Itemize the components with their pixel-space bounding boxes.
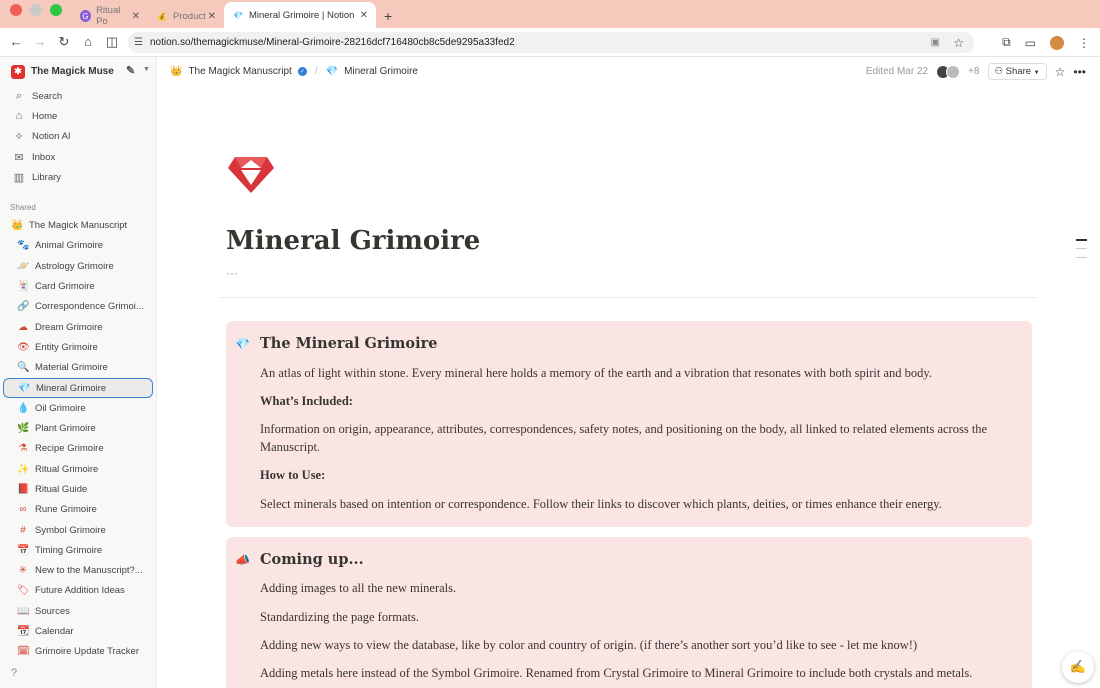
page-icon: ∞ xyxy=(19,504,27,516)
page-icon: ⚗ xyxy=(18,443,28,455)
page-icon: 🌿 xyxy=(17,423,30,435)
callout-subheading: How to Use: xyxy=(260,468,326,482)
callout-text: Adding metals here instead of the Symbol Grimoire. Renamed from Crystal Grimoire to Mineral Grimoire to include both crystals and metals. xyxy=(260,666,973,680)
close-tab-icon[interactable]: ✕ xyxy=(131,10,140,22)
close-window-button[interactable] xyxy=(10,4,22,16)
share-button[interactable] xyxy=(988,63,1047,80)
sidebar-item-label: Card Grimoire xyxy=(35,281,95,293)
avatar xyxy=(946,65,960,79)
people-icon: ⚇ xyxy=(994,66,1004,77)
home-icon[interactable]: ⌂ xyxy=(84,34,92,49)
collaborator-avatars[interactable] xyxy=(936,65,960,79)
sidebar-item-material-grimoire[interactable] xyxy=(0,358,156,378)
sidebar-item-timing-grimoire[interactable] xyxy=(0,540,156,560)
tab-favicon-icon: 💎 xyxy=(233,10,243,20)
page-properties-ellipsis-icon[interactable]: ··· xyxy=(226,266,238,280)
home-icon: ⌂ xyxy=(15,110,23,123)
sidebar-item-label: Plant Grimoire xyxy=(35,423,96,435)
profile-avatar[interactable] xyxy=(1050,36,1064,50)
sidebar-section-label: Shared xyxy=(10,203,36,213)
page-icon: 🗓 xyxy=(17,646,30,658)
callout-coming-up xyxy=(226,537,1032,688)
page-icon: 🪐 xyxy=(17,260,30,272)
sidebar-nav-search[interactable] xyxy=(0,86,156,106)
sidebar-item-grimoire-update-tracker[interactable] xyxy=(0,642,156,662)
sidebar-item-label: Rune Grimoire xyxy=(35,504,97,516)
new-tab-icon[interactable]: + xyxy=(384,8,393,24)
close-tab-icon[interactable]: ✕ xyxy=(359,9,368,21)
tab-label: Ritual Po xyxy=(96,5,121,27)
cast-icon[interactable]: ▭ xyxy=(1024,35,1036,50)
close-tab-icon[interactable]: ✕ xyxy=(207,10,216,22)
edited-timestamp: Edited Mar 22 xyxy=(865,66,929,77)
page-icon: ✨ xyxy=(17,463,30,475)
sidebar-item-label: Inbox xyxy=(32,151,56,163)
workspace-switcher[interactable] xyxy=(0,57,156,86)
sidebar-item-label: Home xyxy=(32,110,58,122)
verified-icon: ✓ xyxy=(299,69,305,75)
callout-text: An atlas of light within stone. Every mineral here holds a memory of the earth and a vibration that resonates with both spirit and body. xyxy=(260,366,932,380)
page-icon: # xyxy=(20,524,26,536)
extensions-icon[interactable]: ⧉ xyxy=(1002,35,1011,49)
megaphone-icon: 📣 xyxy=(235,553,250,567)
sidebar-item-label: Search xyxy=(32,90,63,102)
page-title[interactable]: Mineral Grimoire xyxy=(226,226,481,256)
sidebar-item-label: Symbol Grimoire xyxy=(35,524,106,536)
sidebar-item-dream-grimoire[interactable] xyxy=(0,317,156,337)
sidebar-item-label: Mineral Grimoire xyxy=(36,382,107,394)
sidebar-item-label: Future Addition Ideas xyxy=(35,585,125,597)
sidebar-nav-library[interactable] xyxy=(0,167,156,187)
sidebar-item-label: Notion AI xyxy=(32,131,71,143)
sidebar-item-symbol-grimoire[interactable] xyxy=(0,520,156,540)
sidebar-item-label: Grimoire Update Tracker xyxy=(35,646,140,658)
sidebar-item-plant-grimoire[interactable] xyxy=(0,418,156,438)
sidebar-item-label: Entity Grimoire xyxy=(35,341,98,353)
sidebar-item-label: New to the Manuscript?... xyxy=(35,565,143,577)
callout-text: Information on origin, appearance, attributes, correspondences, safety notes, and positioning on the body, all linked to related elements across the Manuscript. xyxy=(260,422,988,454)
browser-tab-mineral-grimoire[interactable] xyxy=(224,2,376,28)
sparkle-pen-icon: ✍ xyxy=(1069,659,1087,674)
install-app-icon[interactable]: ▣ xyxy=(930,37,940,48)
sidebar-item-calendar[interactable] xyxy=(0,621,156,641)
page-icon: 📕 xyxy=(17,483,30,495)
sidebar-nav-home[interactable] xyxy=(0,106,156,126)
callout-heading: The Mineral Grimoire xyxy=(260,335,438,352)
callout-text: Adding images to all the new minerals. xyxy=(260,581,457,595)
more-options-icon[interactable]: ••• xyxy=(1073,64,1086,79)
sidebar-item-new-to-the-manuscript[interactable] xyxy=(0,561,156,581)
callout-text: Adding new ways to view the database, like by color and country of origin. (if there’s another sort you’d like to see - let me know!) xyxy=(260,638,918,652)
page-icon: 📆 xyxy=(17,626,30,638)
breadcrumb-current[interactable]: Mineral Grimoire xyxy=(344,66,418,77)
sidebar-item-entity-grimoire[interactable] xyxy=(0,337,156,357)
ai-icon: ✧ xyxy=(14,131,24,144)
sidebar-item-label: Library xyxy=(32,171,62,183)
sidebar-item-correspondence-grimoi[interactable] xyxy=(0,297,156,317)
sidebar-item-recipe-grimoire[interactable] xyxy=(0,439,156,459)
browser-tab-bar xyxy=(0,0,1100,28)
new-page-icon[interactable]: ✎ xyxy=(126,65,136,77)
sidebar xyxy=(0,57,157,688)
sidebar-item-magick-manuscript[interactable] xyxy=(0,215,156,235)
sidebar-item-label: Recipe Grimoire xyxy=(35,443,104,455)
sidebar-item-label: Dream Grimoire xyxy=(35,321,103,333)
browser-menu-icon[interactable]: ⋮ xyxy=(1078,35,1090,50)
sidebar-item-label: Calendar xyxy=(35,626,74,638)
sidebar-item-label: Ritual Grimoire xyxy=(35,463,99,475)
sidebar-item-label: Ritual Guide xyxy=(35,483,88,495)
gem-page-icon[interactable] xyxy=(227,155,275,195)
chevron-down-icon: ▼ xyxy=(1033,70,1040,76)
browser-tab-product[interactable] xyxy=(148,4,224,28)
sidebar-item-mineral-grimoire[interactable] xyxy=(3,378,153,398)
share-label: Share xyxy=(1005,66,1032,77)
address-bar[interactable] xyxy=(128,32,974,53)
sidebar-item-future-addition-ideas[interactable] xyxy=(0,581,156,601)
sidebar-nav-notion-ai[interactable] xyxy=(0,127,156,147)
page-icon: ✳ xyxy=(18,565,28,577)
url-text: notion.so/themagickmuse/Mineral-Grimoire-28216dcf716480cb8c5de9295a33fed2 xyxy=(150,37,515,48)
sidebar-nav-inbox[interactable] xyxy=(0,147,156,167)
ai-assistant-button[interactable] xyxy=(1062,651,1094,683)
sidebar-item-label: The Magick Manuscript xyxy=(29,220,128,232)
minimize-window-button[interactable] xyxy=(30,4,42,16)
reload-icon[interactable]: ↻ xyxy=(58,34,70,49)
breadcrumb-separator: / xyxy=(314,66,318,77)
page-icon: 💎 xyxy=(18,382,31,394)
page-topbar xyxy=(157,57,1100,86)
crown-icon: 👑 xyxy=(170,66,183,77)
toc-marker-icon[interactable] xyxy=(1076,257,1087,258)
callout-subheading: What’s Included: xyxy=(260,394,353,408)
search-icon: ⌕ xyxy=(15,89,23,102)
toc-marker-icon[interactable] xyxy=(1076,239,1087,241)
sidebar-toggle-icon[interactable]: ◫ xyxy=(105,34,119,49)
page-icon: 🔍 xyxy=(17,362,30,374)
tab-favicon-icon: 💰 xyxy=(157,11,167,21)
site-info-icon[interactable]: ☰ xyxy=(134,37,143,48)
sidebar-item-label: Astrology Grimoire xyxy=(35,260,114,272)
window-controls xyxy=(0,0,72,28)
page-icon: ☁ xyxy=(18,321,28,333)
chevron-down-icon[interactable]: ▼ xyxy=(143,66,150,73)
sidebar-item-label: Correspondence Grimoi... xyxy=(35,301,144,313)
help-icon[interactable]: ? xyxy=(11,667,18,679)
workspace-logo-icon: ✱ xyxy=(11,65,25,79)
page-icon: 🏷 xyxy=(17,585,30,597)
page-icon: 💧 xyxy=(17,402,30,414)
inbox-icon: ✉ xyxy=(14,151,24,164)
tab-label: Product xyxy=(173,10,206,22)
page-icon: 📖 xyxy=(17,605,30,617)
divider xyxy=(219,297,1037,298)
maximize-window-button[interactable] xyxy=(50,4,62,16)
page-icon: 🐾 xyxy=(17,240,30,252)
callout-text: Standardizing the page formats. xyxy=(260,610,419,624)
sidebar-item-label: Timing Grimoire xyxy=(35,544,103,556)
callout-mineral-grimoire xyxy=(226,321,1032,527)
page-icon: 🃏 xyxy=(17,281,30,293)
breadcrumb-parent[interactable]: The Magick Manuscript xyxy=(188,66,292,77)
browser-toolbar xyxy=(0,28,1100,57)
sidebar-item-label: Material Grimoire xyxy=(35,362,108,374)
sidebar-item-card-grimoire[interactable] xyxy=(0,276,156,296)
sidebar-item-oil-grimoire[interactable] xyxy=(0,398,156,418)
forward-icon[interactable]: → xyxy=(33,34,47,49)
sidebar-item-rune-grimoire[interactable] xyxy=(0,500,156,520)
sidebar-item-animal-grimoire[interactable] xyxy=(0,236,156,256)
tab-label: Mineral Grimoire | Notion xyxy=(249,9,355,21)
sidebar-item-label: Sources xyxy=(35,605,70,617)
sidebar-item-label: Animal Grimoire xyxy=(35,240,104,252)
page-icon: 🔗 xyxy=(17,301,30,313)
sidebar-item-ritual-grimoire[interactable] xyxy=(0,459,156,479)
toc-marker-icon[interactable] xyxy=(1076,248,1087,249)
favorite-star-icon[interactable]: ☆ xyxy=(1054,64,1066,79)
callout-text: Select minerals based on intention or correspondence. Follow their links to discover which plants, deities, or times enhance their energy. xyxy=(260,497,942,511)
breadcrumb xyxy=(157,66,418,77)
tab-favicon-icon: G xyxy=(80,10,91,22)
bookmark-star-icon[interactable]: ☆ xyxy=(953,35,964,50)
sidebar-item-sources[interactable] xyxy=(0,601,156,621)
sidebar-item-astrology-grimoire[interactable] xyxy=(0,256,156,276)
gem-icon: 💎 xyxy=(235,337,250,351)
gem-icon: 💎 xyxy=(325,66,339,77)
sidebar-item-ritual-guide[interactable] xyxy=(0,479,156,499)
collaborators-count[interactable]: +8 xyxy=(968,66,980,77)
back-icon[interactable]: ← xyxy=(9,34,23,49)
page-icon: 👁 xyxy=(17,341,30,353)
page-icon: 📅 xyxy=(17,544,30,556)
callout-heading: Coming up... xyxy=(260,551,364,568)
browser-tab-ritual[interactable] xyxy=(72,4,148,28)
crown-icon: 👑 xyxy=(11,220,24,232)
workspace-name: The Magick Muse xyxy=(31,66,114,77)
sidebar-item-label: Oil Grimoire xyxy=(35,402,86,414)
library-icon: ▥ xyxy=(13,171,25,184)
